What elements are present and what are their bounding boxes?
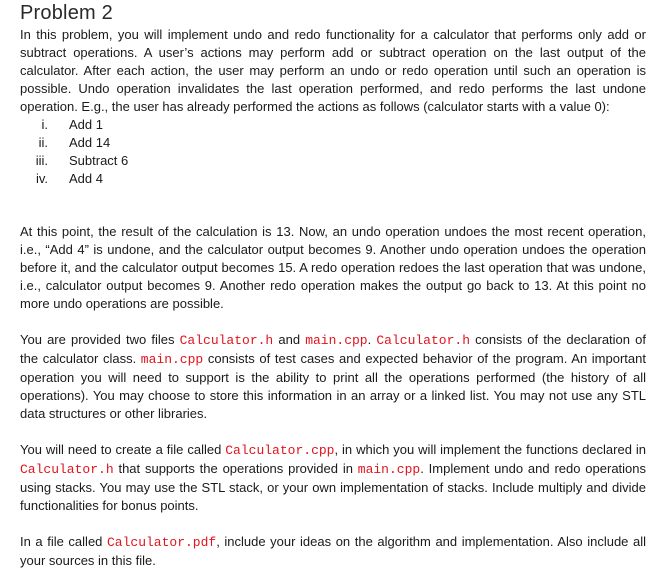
actions-list [20, 116, 646, 188]
text-run: You are provided two files [20, 332, 180, 347]
text-run: . Implement undo and redo operations using stacks. You may use the STL stack, or your own implementation of stacks. Include multiply and divide functionalities for bonus points. [20, 461, 647, 513]
spacer [20, 313, 646, 331]
text-run: and [273, 332, 306, 347]
text-run: , include your ideas on the algorithm and implementation. Also include all your sources in this file. [20, 534, 646, 568]
text-run: consists of the declaration of the calculator class. [20, 332, 646, 366]
text-run: that supports the operations provided in [113, 461, 358, 476]
list-marker: iv. [35, 171, 48, 186]
spacer [20, 188, 646, 223]
list-item-text: Add 14 [69, 135, 111, 150]
list-item [20, 170, 646, 188]
text-run: In a file called [20, 534, 107, 549]
list-item-text: Add 1 [69, 117, 103, 132]
text-run: You will need to create a file called [20, 442, 226, 457]
text-run: . [367, 332, 377, 347]
problem-title: Problem 2 [20, 2, 113, 24]
implementation-paragraph [20, 441, 646, 515]
code-filename: Calculator.cpp [225, 443, 335, 458]
text-run: consists of test cases and expected behavior of the program. An important operation you will need to support is the ability to print all the operations performed (the history of all operations). You may choose to store this information in an array or a linked list. You may not use any STL data structures or other libraries. [20, 351, 646, 421]
list-item [20, 116, 646, 134]
document-page [20, 0, 646, 570]
code-filename: Calculator.h [179, 333, 274, 348]
code-filename: main.cpp [357, 462, 421, 477]
code-filename: Calculator.h [20, 462, 114, 477]
list-marker: ii. [38, 135, 48, 150]
list-item [20, 152, 646, 170]
list-item-text: Subtract 6 [69, 153, 129, 168]
code-filename: Calculator.pdf [106, 535, 217, 550]
code-filename: main.cpp [305, 333, 368, 348]
code-filename: Calculator.h [376, 333, 470, 348]
list-item [20, 134, 646, 152]
text-run: , in which you will implement the functions declared in [334, 442, 646, 457]
list-item-text: Add 4 [69, 171, 103, 186]
pdf-paragraph [20, 533, 646, 570]
code-filename: main.cpp [140, 352, 204, 367]
intro-paragraph: In this problem, you will implement undo and redo functionality for a calculator that performs only add or subtract operations. A user’s actions may perform add or subtract operation on the last output of the calculator. After each action, the user may perform an undo or redo operation until such an operation is possible. Undo operation invalidates the last operation performed, and redo performs the last undone operation. E.g., the user has already performed the actions as follows (calculator starts with a value 0): [20, 27, 646, 114]
spacer [20, 515, 646, 533]
list-marker: i. [41, 117, 48, 132]
explanation-paragraph: At this point, the result of the calculation is 13. Now, an undo operation undoes the most recent operation, i.e., “Add 4” is undone, and the calculator output becomes 9. Another undo operation undoes the operation before it, and the calculator output becomes 15. A redo operation redoes the last operation that was undone, i.e., calculator output becomes 9. Another redo operation makes the output go back to 13. At this point no more undo operations are possible. [20, 224, 646, 311]
list-marker: iii. [35, 153, 48, 168]
spacer [20, 423, 646, 441]
files-paragraph [20, 331, 646, 423]
